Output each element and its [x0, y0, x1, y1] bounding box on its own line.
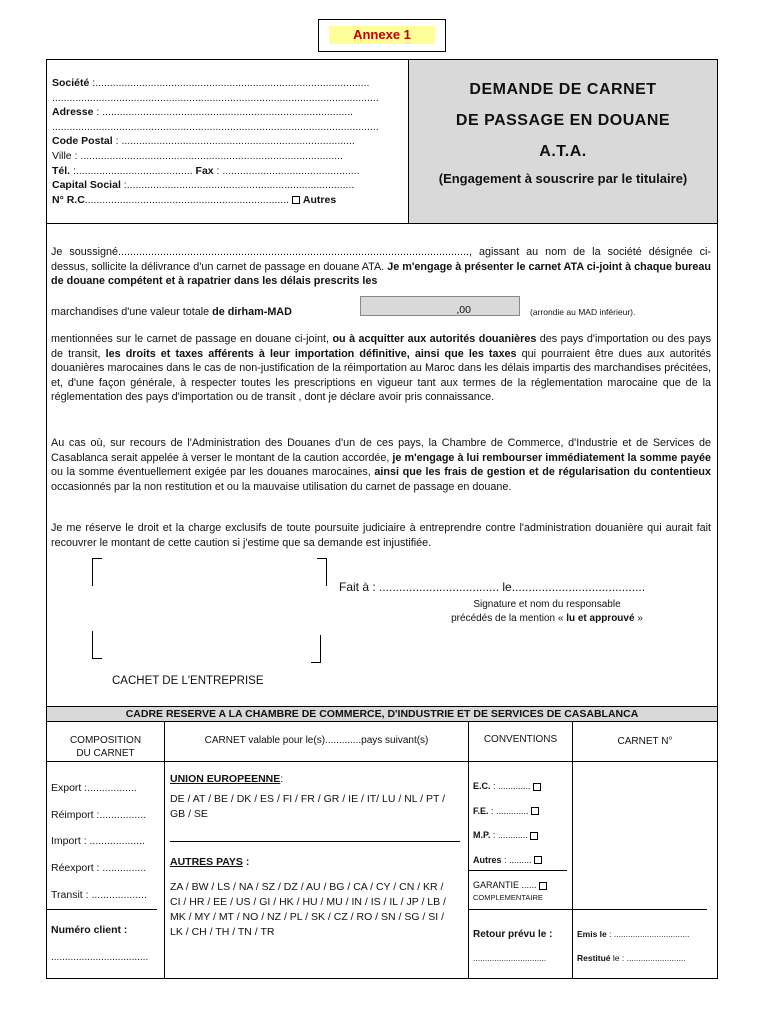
carnet-divider	[573, 909, 707, 910]
conventions-header: CONVENTIONS	[469, 722, 572, 762]
export-field[interactable]: Export :.................	[51, 782, 137, 794]
composition-header: COMPOSITION DU CARNET	[47, 722, 164, 762]
composition-list	[51, 775, 147, 909]
numero-client-field[interactable]: ...................................	[51, 952, 149, 963]
carnet-number-header: CARNET N°	[573, 722, 717, 762]
autres-conv-field[interactable]: Autres : .........	[473, 848, 545, 873]
adresse-field-cont[interactable]: ................................................................................................................	[52, 120, 379, 133]
stamp-corner-br	[311, 635, 321, 663]
autres-conv-checkbox[interactable]	[534, 856, 542, 864]
reexport-field[interactable]: Réexport : ...............	[51, 862, 147, 875]
stamp-corner-tr	[317, 558, 327, 586]
arrondie-note: (arrondie au MAD inférieur).	[530, 307, 636, 317]
engagement-paragraph-3: mentionnées sur le carnet de passage en douane ci-joint, ou à acquitter aux autorités douanières des pays d'importation ou des pays de transit, les droits et taxes afférents à leur importation définitive, ainsi que les taxes qui pourraient être dues aux autorités douanières marocaines dans le cas de non-justification de la réimportation au Maroc dans les délais impartis des marchandises précitées, et, d'une façon générale, à respecter toutes les prescriptions en vigueur tant aux termes de la réglementation marocaine que de la réglementation des pays d'importation ou de transit , dont je déclare avoir pris connaissance.	[51, 333, 711, 404]
composition-column	[47, 722, 165, 979]
garantie-field[interactable]: GARANTIE ......	[473, 880, 550, 890]
fe-checkbox[interactable]	[531, 807, 539, 815]
reimport-field[interactable]: Réimport :................	[51, 808, 147, 821]
ec-field[interactable]: E.C. : .............	[473, 774, 545, 799]
emis-field[interactable]: Emis le : ................................	[577, 929, 690, 939]
societe-field[interactable]: Société :..............................................................................................	[52, 77, 370, 89]
garantie-divider	[469, 909, 573, 910]
title-line-2: DE PASSAGE EN DOUANE	[455, 112, 671, 129]
form-frame	[46, 59, 718, 979]
transit-field[interactable]: Transit : ...................	[51, 888, 147, 901]
garantie-checkbox[interactable]	[539, 882, 547, 890]
tel-fax-field[interactable]: Tél. :........................................ Fax : ...............................................	[52, 164, 360, 177]
fait-a-field[interactable]: Fait à : .................................... le........................................	[339, 580, 646, 594]
restitue-field[interactable]: Restitué le : .........................	[577, 953, 686, 963]
annexe-box	[318, 19, 446, 52]
signature-label: Signature et nom du responsable	[473, 599, 621, 610]
annexe-label: Annexe 1	[329, 26, 435, 44]
autres-checkbox[interactable]	[292, 196, 300, 204]
company-info-block	[47, 60, 409, 224]
title-subtitle: (Engagement à souscrire par le titulaire)	[438, 171, 688, 186]
engagement-paragraph-1: Je soussigné....................................................................................................................., agissant au nom de la société désignée ci-dessus, sollicite la délivrance d'un carnet de passage en douane ATA. Je m'engage à présenter le carnet ATA ci-joint à chaque bureau de douane compétent et à rapatrier dans les délais prescrits les	[51, 246, 711, 288]
conventions-column	[469, 722, 573, 979]
rc-field[interactable]: N° R.C...................................................................... Autres	[52, 193, 337, 206]
fe-field[interactable]: F.E. : .............	[473, 799, 545, 824]
cadre-reserve-title: CADRE RESERVE A LA CHAMBRE DE COMMERCE, D'INDUSTRIE ET DE SERVICES DE CASABLANCA	[47, 706, 717, 722]
composition-divider	[47, 909, 157, 910]
numero-client-label: Numéro client :	[51, 924, 128, 936]
mp-checkbox[interactable]	[530, 832, 538, 840]
code-postal-field[interactable]: Code Postal : ................................................................................	[52, 135, 355, 148]
pays-column	[165, 722, 469, 979]
title-block	[409, 60, 717, 224]
retour-field[interactable]: ...............................	[473, 953, 547, 963]
engagement-paragraph-4: Au cas où, sur recours de l'Administration des Douanes d'un de ces pays, la Chambre de Commerce, d'Industrie et de Services de Casablanca serait appelée à verser le montant de la caution accordée, je m'engage à lui rembourser immédiatement la somme payée ou la somme éventuellement exigée par les douanes marocaines, ainsi que les frais de gestion et de régularisation du contentieux occasionnés par la non restitution et ou la mauvaise utilisation du carnet de passage en douane.	[51, 437, 711, 493]
engagement-paragraph-5: Je me réserve le droit et la charge exclusifs de toute poursuite judiciaire à entreprendre contre l'administration douanière qui aurait fait recouvrer le montant de cette caution si j'estime que sa demande est injustifiée.	[51, 522, 711, 549]
ville-field[interactable]: Ville : ..........................................................................................	[52, 149, 343, 162]
stamp-corner-bl	[92, 631, 102, 659]
conventions-divider	[469, 870, 567, 871]
autres-countries: ZA / BW / LS / NA / SZ / DZ / AU / BG / CA / CY / CN / KR / CI / HR / EE / US / GI / HK / HU / MU / IN / IS / IL / JP / LB / MK / MY / MT / NO / NZ / PL / SK / CZ / RO / SN / SG / SI / LK / CH / TH / TN / TR	[170, 881, 446, 938]
retour-label: Retour prévu le :	[473, 929, 553, 940]
mp-field[interactable]: M.P. : ............	[473, 823, 545, 848]
ue-countries: DE / AT / BE / DK / ES / FI / FR / GR / IE / IT/ LU / NL / PT / GB / SE	[170, 793, 446, 820]
ec-checkbox[interactable]	[533, 783, 541, 791]
title-line-3: A.T.A.	[539, 143, 587, 160]
autres-pays-label: AUTRES PAYS :	[170, 856, 250, 868]
ue-label: UNION EUROPEENNE:	[170, 773, 284, 785]
title-line-1: DEMANDE DE CARNET	[469, 81, 657, 98]
adresse-field[interactable]: Adresse : ......................................................................................	[52, 106, 354, 119]
carnet-number-column	[573, 722, 717, 979]
societe-field-cont[interactable]: ................................................................................................................	[52, 91, 379, 104]
amount-input[interactable]: ,00	[360, 296, 520, 316]
pays-header: CARNET valable pour le(s).............pays suivant(s)	[165, 722, 468, 762]
mention-label: précédés de la mention « lu et approuvé »	[451, 613, 643, 624]
capital-field[interactable]: Capital Social :..............................................................................	[52, 179, 355, 192]
cachet-label: CACHET DE L'ENTREPRISE	[112, 675, 264, 687]
pays-divider	[170, 841, 460, 842]
stamp-corner-tl	[92, 558, 102, 586]
complementaire-label: COMPLEMENTAIRE	[473, 893, 543, 902]
conventions-list	[473, 774, 545, 872]
amount-line: marchandises d'une valeur totale de dirham-MAD	[51, 306, 292, 318]
import-field[interactable]: Import : ...................	[51, 835, 145, 848]
